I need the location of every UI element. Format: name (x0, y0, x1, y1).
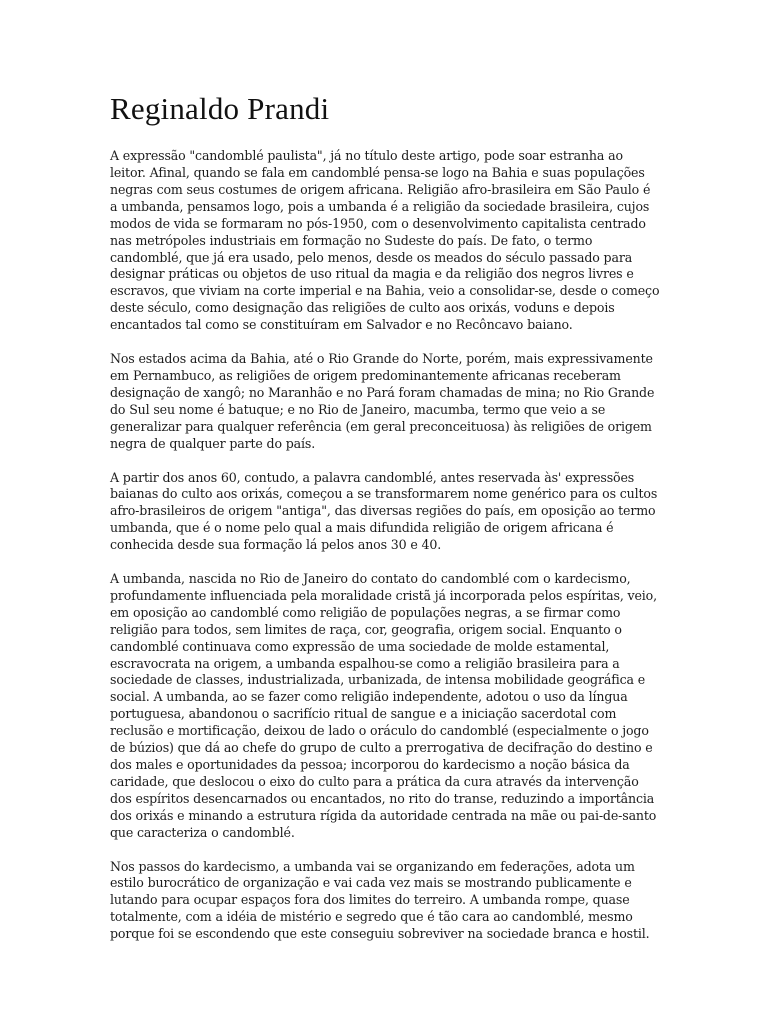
paragraph: A umbanda, nascida no Rio de Janeiro do contato do candomblé com o kardecismo, profundamente influenciada pela moralidade cristã já incorporada pelos espíritas, veio, em oposição ao candomblé como religião de populações negras, a se firmar como religião para todos, sem limites de raça, cor, geografia, origem social. Enquanto o candomblé continuava como expressão de uma sociedade de molde estamental, escravocrata na origem, a umbanda espalhou-se como a religião brasileira para a sociedade de classes, industrializada, urbanizada, de intensa mobilidade geográfica e social. A umbanda, ao se fazer como religião independente, adotou o uso da língua portuguesa, abandonou o sacrifício ritual de sangue e a iniciação sacerdotal com reclusão e mortificação, deixou de lado o oráculo do candomblé (especialmente o jogo de búzios) que dá ao chefe do grupo de culto a prerrogativa de decifração do destino e dos males e oportunidades da pessoa; incorporou do kardecismo a noção básica da caridade, que deslocou o eixo do culto para a prática da cura através da intervenção dos espíritos desencarnados ou encantados, no rito do transe, reduzindo a importância dos orixás e minando a estrutura rígida da autoridade centrada na mãe ou pai-de-santo que caracteriza o candomblé. (110, 571, 657, 840)
paragraph: Nos estados acima da Bahia, até o Rio Grande do Norte, porém, mais expressivamente em Pernambuco, as religiões de origem predominantemente africanas receberam designação de xangô; no Maranhão e no Pará foram chamadas de mina; no Rio Grande do Sul seu nome é batuque; e no Rio de Janeiro, macumba, termo que veio a se generalizar para qualquer referência (em geral preconceituosa) às religiões de origem negra de qualquer parte do país. (110, 351, 655, 451)
paragraph: A partir dos anos 60, contudo, a palavra candomblé, antes reservada às' expressões baianas do culto aos orixás, começou a se transformarem nome genérico para os cultos afro-brasileiros de origem "antiga", das diversas regiões do país, em oposição ao termo umbanda, que é o nome pelo qual a mais difundida religião de origem africana é conhecida desde sua formação lá pelos anos 30 e 40. (110, 469, 658, 553)
paragraph: Nos passos do kardecismo, a umbanda vai se organizando em federações, adota um estilo burocrático de organização e vai cada vez mais se mostrando publicamente e lutando para ocupar espaços fora dos limites do terreiro. A umbanda rompe, quase totalmente, com a idéia de mistério e segredo que é tão cara ao candomblé, mesmo porque foi se escondendo que este conseguiu sobreviver na sociedade branca e hostil. (110, 858, 650, 942)
paragraph: A expressão "candomblé paulista", já no título deste artigo, pode soar estranha ao leitor. Afinal, quando se fala em candomblé pensa-se logo na Bahia e suas populações negras com seus costumes de origem africana. Religião afro-brasileira em São Paulo é a umbanda, pensamos logo, pois a umbanda é a religião da sociedade brasileira, cujos modos de vida se formaram no pós-1950, com o desenvolvimento capitalista centrado nas metrópoles industriais em formação no Sudeste do país. De fato, o termo candomblé, que já era usado, pelo menos, desde os meados do século passado para designar práticas ou objetos de uso ritual da magia e da religião dos negros livres e escravos, que viviam na corte imperial e na Bahia, veio a consolidar-se, desde o começo deste século, como designação das religiões de culto aos orixás, voduns e depois encantados tal como se constituíram em Salvador e no Recôncavo baiano. (110, 148, 660, 333)
document-page (110, 92, 660, 960)
document-title: Reginaldo Prandi (110, 91, 330, 126)
